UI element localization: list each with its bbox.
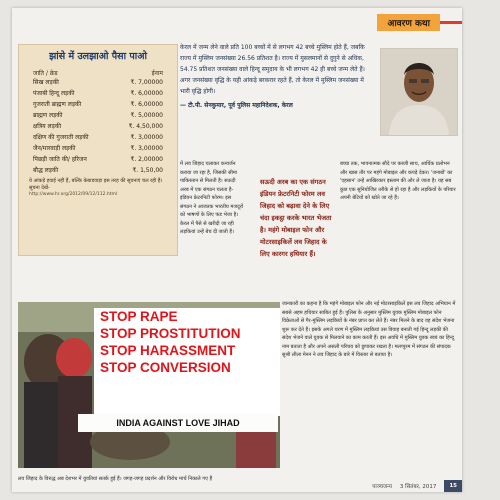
sidebar-row	[19, 154, 177, 165]
row-label: दक्षिण की गुजराती लड़की	[33, 134, 89, 141]
section-accent-line	[440, 21, 462, 24]
sign-line: STOP PROSTITUTION	[100, 326, 241, 341]
quote-author: — टी.पी. सेनकुमार, पूर्व पुलिस महानिदेशक, केरल	[180, 102, 293, 109]
issue-date: 3 सितंबर, 2017	[399, 484, 437, 490]
protest-banner: INDIA AGAINST LOVE JIHAD	[78, 414, 278, 432]
pull-quote	[180, 42, 370, 111]
quote-text: केरल में जन्म लेने वाले प्रति 100 बच्चों में से लगभग 42 बच्चे मुस्लिम होते हैं, जबकि राज्य में मुस्लिम जनसंख्या 26.56 प्रतिशत है। राज्य में मुसलमानों से दुगुने से अधिक, 54.75 प्रतिशत जनसंख्या वाले हिन्दू समुदाय के भी लगभग 42 ही बच्चे जन्म लेते हैं। अगर जनसंख्या वृद्धि के यही आंकड़े बरकरार रहते हैं, तो केरल में मुस्लिम जनसंख्या में भारी वृद्धि होगी।	[180, 44, 365, 95]
page-footer	[12, 480, 462, 492]
row-reward: ₹. 3,00000	[130, 145, 163, 152]
row-reward: ₹. 4,50,000	[128, 123, 163, 130]
row-label: सिख लड़की	[33, 79, 59, 86]
row-label: क्षत्रिय लड़की	[33, 123, 61, 130]
row-label: गुजराती ब्राह्मण लड़की	[33, 101, 82, 108]
photo-caption: लव जिहाद के विरुद्ध अब देशभर में युवतियां सतर्क हुई हैं। जगह-जगह प्रदर्शन और विरोध मार्च निकाले गए हैं	[18, 476, 213, 482]
row-reward: ₹. 5,00000	[130, 112, 163, 119]
magazine-page	[12, 8, 462, 492]
sidebar-row	[19, 99, 177, 110]
right-column-text: बच्चा तक, भावनात्मक सौदे पर कब्जी साथ, आर्थिक प्रलोभन और खास तौर पर महंगे मोबाइल और कपड़े देकर। 'जनाबों' का 'एहसान' उन्हें आखिरकार इस्लाम की ओर ले जाता है। यह सब कुछ एक सुनियोजित तरीके से हो रहा है और लड़कियों के परिवार अपनी बेटियों को खोते जा रहे हैं।	[340, 161, 456, 201]
sidebar-row	[19, 143, 177, 154]
protest-photo	[18, 302, 280, 468]
sidebar-row	[19, 88, 177, 99]
sidebar-row	[19, 110, 177, 121]
row-label: जैन/मारवाड़ी लड़की	[33, 145, 76, 152]
sidebar-title: झांसे में उलझाओ पैसा पाओ	[49, 51, 147, 62]
mid-column-text: में लव जिहाद चलाकर कन्वर्जन कराया जा रहा है, जिसकी सीमा पाकिस्तान से मिलती है। सऊदी अरब में एक संगठन चलता है- इंडियन फ्रेटरनिटी फोरम। इस संगठन ने आजतक भारतीय मजदूरों को भाषणों के लिए फंड भेजा है। केरल में पैसे से खरीदी जा रही लड़कियां उन्हें बेच दी जाती हैं।	[180, 161, 244, 235]
author-portrait	[380, 48, 458, 136]
row-label: पिछड़ी जाति की/ हरिजन	[33, 156, 87, 163]
sign-line: STOP RAPE	[100, 309, 178, 324]
page-number: 15	[444, 480, 462, 492]
sign-line: STOP CONVERSION	[100, 360, 231, 375]
row-reward: ₹. 6,00000	[130, 101, 163, 108]
sidebar-row	[19, 165, 177, 176]
reward-sidebar	[18, 44, 178, 256]
row-label: बौद्ध लड़की	[33, 167, 59, 174]
sidebar-source-link[interactable]: http://www.hr.org/2012/09/12/112.html	[29, 192, 118, 197]
sidebar-header	[19, 69, 177, 77]
lower-column-text: जानकारी का कहना है कि महंगे मोबाइल फोन और नई मोटरसाइकिलें इस लव जिहाद अभियान में सबसे अहम हथियार साबित हुई हैं। पुलिस के अनुसार मुस्लिम युवक मुस्लिम मोबाइल फोन विक्रेताओं से गैर-मुस्लिम लड़कियों के नंबर प्राप्त कर लेते हैं। नंबर मिलने के बाद वह संदेश भेजना शुरू कर देते हैं। इसके अगले चरण में मुस्लिम लड़कियां उस विवाह बनाती गई हिन्दू लड़की की संदेश भेजने वाले युवक से मिलवाने का काम करती हैं। इस अवधि में मुस्लिम युवक स्वयं का हिन्दू नाम बताता है और अपने असली परिचय को छुपाकर रखता है। मलप्पुरम में संगठन की संपादक सुश्री लीला मेनन ने लव जिहाद के बारे में विस्तार से बताया है।	[282, 301, 456, 358]
row-label: ब्राह्मण लड़की	[33, 112, 63, 119]
publication-name: पाञ्चजन्य	[372, 484, 392, 490]
sidebar-row	[19, 121, 177, 132]
row-reward: ₹. 1,50,00	[132, 167, 163, 174]
row-reward: ₹. 2,00000	[130, 156, 163, 163]
row-reward: ₹. 3,00000	[130, 134, 163, 141]
sidebar-note: ये आंकड़े हवाई नहीं हैं, बल्कि केबाडवाड़ा इस तरह की सूचनाएं चल रही हैं। सूचना देखें-	[29, 178, 163, 191]
sidebar-header-reward: ईनाम	[151, 70, 163, 77]
sidebar-row	[19, 77, 177, 88]
portrait-image	[381, 49, 457, 135]
sidebar-row	[19, 132, 177, 143]
section-tag: आवरण कथा	[377, 14, 440, 31]
sidebar-header-category: जाति / क्रेड	[33, 70, 58, 77]
sidebar-rows	[19, 77, 177, 176]
sign-line: STOP HARASSMENT	[100, 343, 236, 358]
row-reward: ₹. 6,00000	[130, 90, 163, 97]
protest-sign	[94, 308, 280, 416]
row-label: पंजाबी हिन्दू लड़की	[33, 90, 75, 97]
callout-quote: सऊदी अरब का एक संगठन इंडियन फ्रेटरनिटी फोरम लव जिहाद को बढ़ावा देने के लिए चंदा इकट्ठा करके भारत भेजता है। महंगे मोबाइल फोन और मोटरसाइकिलें लव जिहाद के लिए कारगर हथियार हैं।	[260, 178, 332, 258]
row-reward: ₹. 7,00000	[130, 79, 163, 86]
